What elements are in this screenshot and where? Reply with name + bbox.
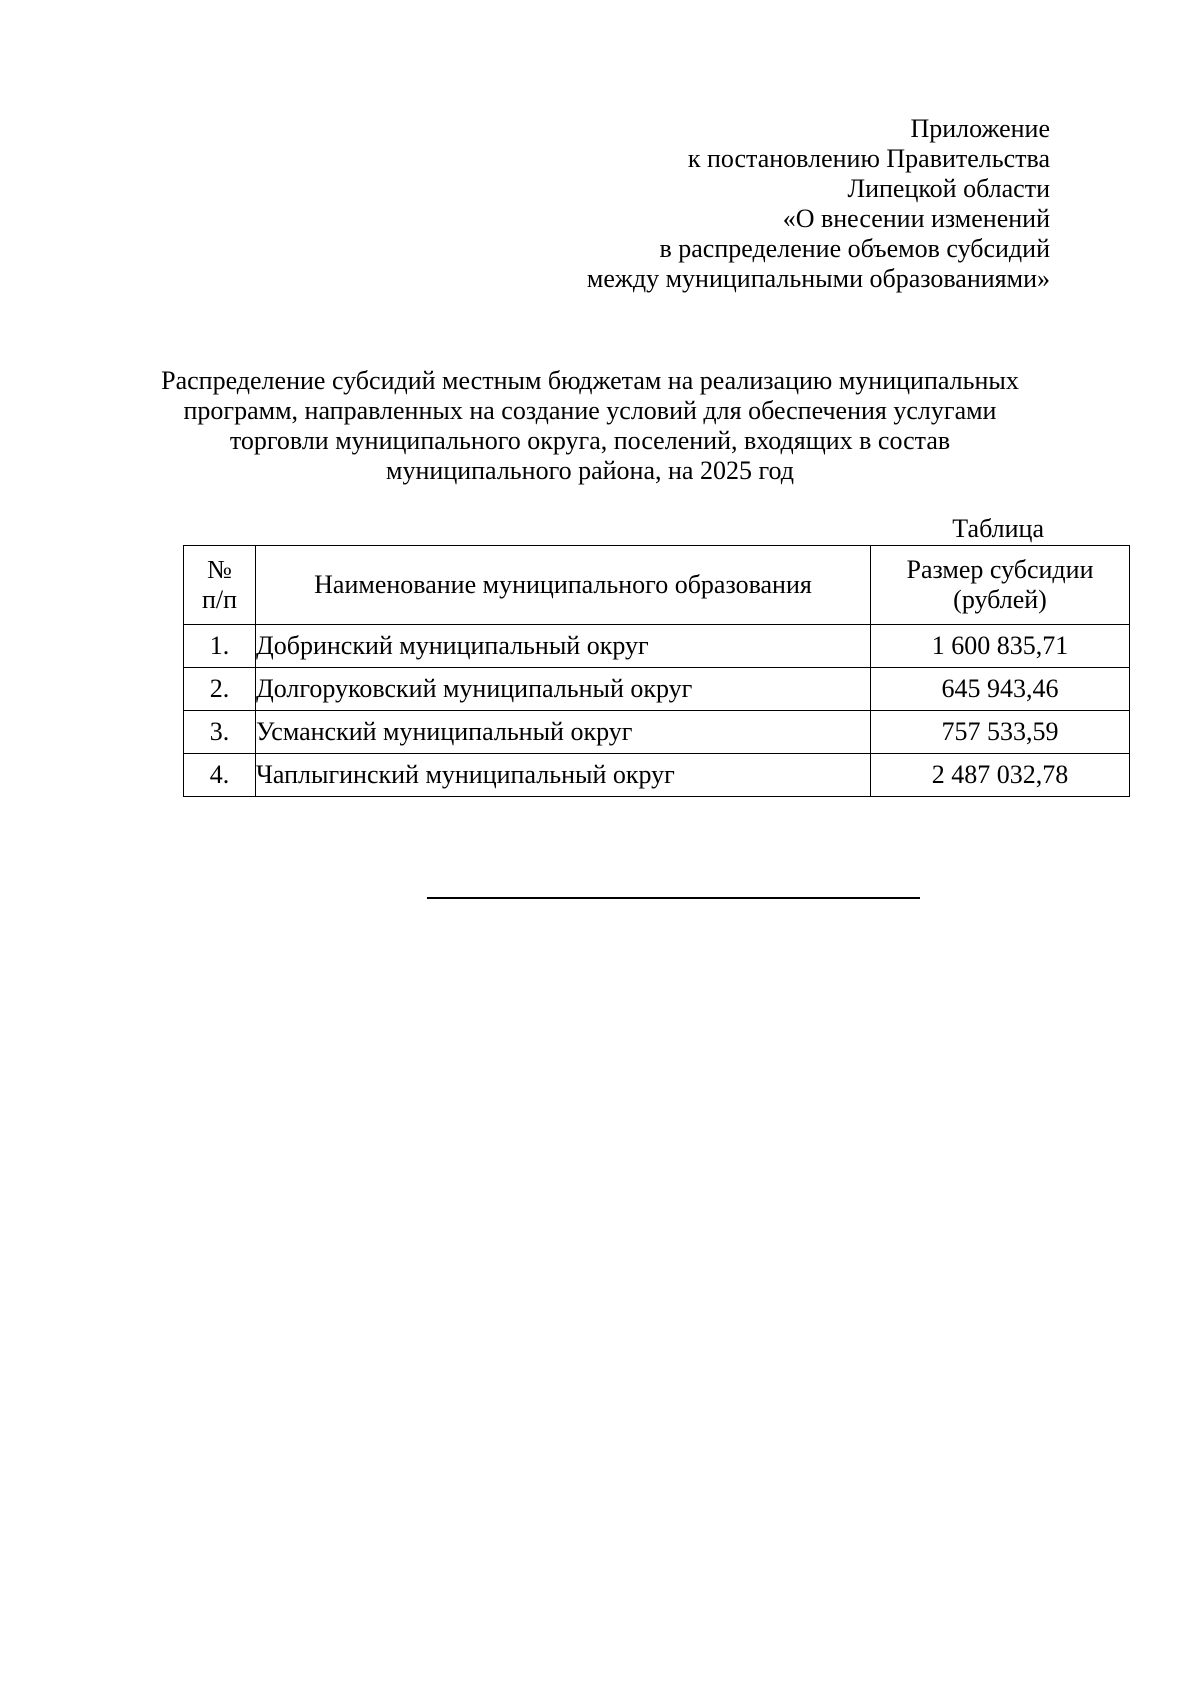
header-amount-unit: (рублей) [953,585,1047,614]
title-line: торговли муниципального округа, поселений, входящих в состав [229,426,951,455]
row-amount: 1 600 835,71 [871,625,1130,668]
row-amount: 2 487 032,78 [871,754,1130,797]
row-number: 2. [184,668,256,711]
appendix-line: между муниципальными образованиями» [586,264,1050,293]
row-amount: 757 533,59 [871,711,1130,754]
header-number-symbol: № [207,555,232,584]
appendix-line: Приложение [910,114,1050,143]
appendix-header [350,114,1050,294]
row-name: Чаплыгинский муниципальный округ [256,754,871,797]
title-line: Распределение субсидий местным бюджетам на реализацию муниципальных [161,366,1019,395]
appendix-line: к постановлению Правительства [687,144,1050,173]
table-caption: Таблица [952,514,1044,543]
appendix-line: в распределение объемов субсидий [659,234,1050,263]
subsidy-table [183,545,1130,797]
table-row [184,625,1130,668]
table-row [184,754,1130,797]
row-number: 4. [184,754,256,797]
header-amount [871,546,1130,625]
document-title [150,366,1030,486]
title-line: муниципального района, на 2025 год [386,456,794,485]
row-number: 1. [184,625,256,668]
table-row [184,711,1130,754]
row-name: Добринский муниципальный округ [256,625,871,668]
row-name: Усманский муниципальный округ [256,711,871,754]
title-line: программ, направленных на создание условий для обеспечения услугами [183,396,997,425]
table-row [184,668,1130,711]
closing-divider [427,897,920,899]
appendix-line: «О внесении изменений [782,204,1050,233]
appendix-line: Липецкой области [847,174,1050,203]
header-number-abbr: п/п [201,585,238,614]
row-amount: 645 943,46 [871,668,1130,711]
row-name: Долгоруковский муниципальный округ [256,668,871,711]
header-name: Наименование муниципального образования [256,546,871,625]
header-amount-title: Размер субсидии [906,555,1094,584]
table-header-row [184,546,1130,625]
header-number [184,546,256,625]
row-number: 3. [184,711,256,754]
